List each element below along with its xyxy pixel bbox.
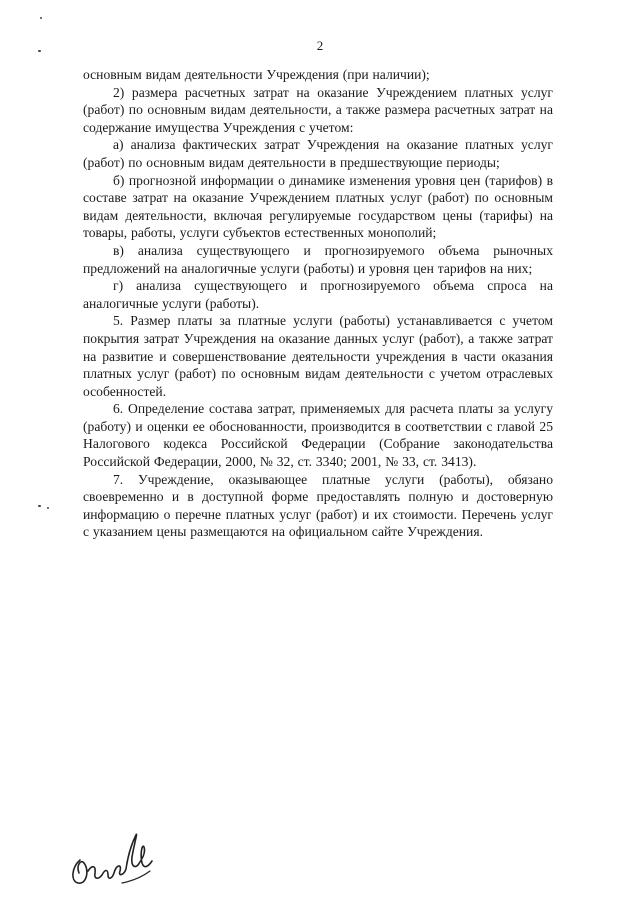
page-number: 2	[316, 38, 324, 53]
subitem-a: а) анализа фактических затрат Учреждения на оказание платных услуг (работ) по основным видам деятельности в предшествующие периоды;	[83, 137, 553, 170]
paragraph-item-6: 6. Определение состава затрат, применяемых для расчета платы за услугу (работу) и оценки ее обоснованности, производится в соответствии с главой 25 Налогового кодекса Российской Федерации (Собрание законодательства Российской Федерации, 2000, № 32, ст. 3340; 2001, № 33, ст. 3413).	[83, 401, 553, 470]
paragraph-item-5: 5. Размер платы за платные услуги (работы) устанавливается с учетом покрытия затрат Учреждения на оказание данных услуг (работ), а также затрат на развитие и совершенствование деятельности учреждения в части оказания платных услуг (работ) по основным видам деятельности с учетом отраслевых особенностей.	[83, 313, 553, 399]
paragraph-item-7: 7. Учреждение, оказывающее платные услуги (работы), обязано своевременно и в доступной форме предоставлять полную и достоверную информацию о перечне платных услуг (работ) и их стоимости. Перечень услуг с указанием цены размещаются на официальном сайте Учреждения.	[83, 471, 553, 540]
subitem-b: б) прогнозной информации о динамике изменения уровня цен (тарифов) в составе затрат на оказание Учреждением платных услуг (работ) по основным видам деятельности, включая регулируемые государством цены (тарифы) на товары, работы, услуги субъектов естественных монополий;	[83, 172, 553, 241]
document-body	[83, 66, 553, 541]
subitem-v: в) анализа существующего и прогнозируемого объема рыночных предложений на аналогичные услуги (работы) и уровня цен тарифов на них;	[83, 242, 553, 276]
paragraph-item-2: 2) размера расчетных затрат на оказание Учреждением платных услуг (работ) по основным видам деятельности, а также размера расчетных затрат на содержание имущества Учреждения с учетом:	[83, 84, 553, 135]
paragraph-continuation: основным видам деятельности Учреждения (при наличии);	[83, 67, 430, 82]
signature-icon	[62, 825, 162, 895]
subitem-g: г) анализа существующего и прогнозируемого объема спроса на аналогичные услуги (работы).	[83, 278, 553, 311]
